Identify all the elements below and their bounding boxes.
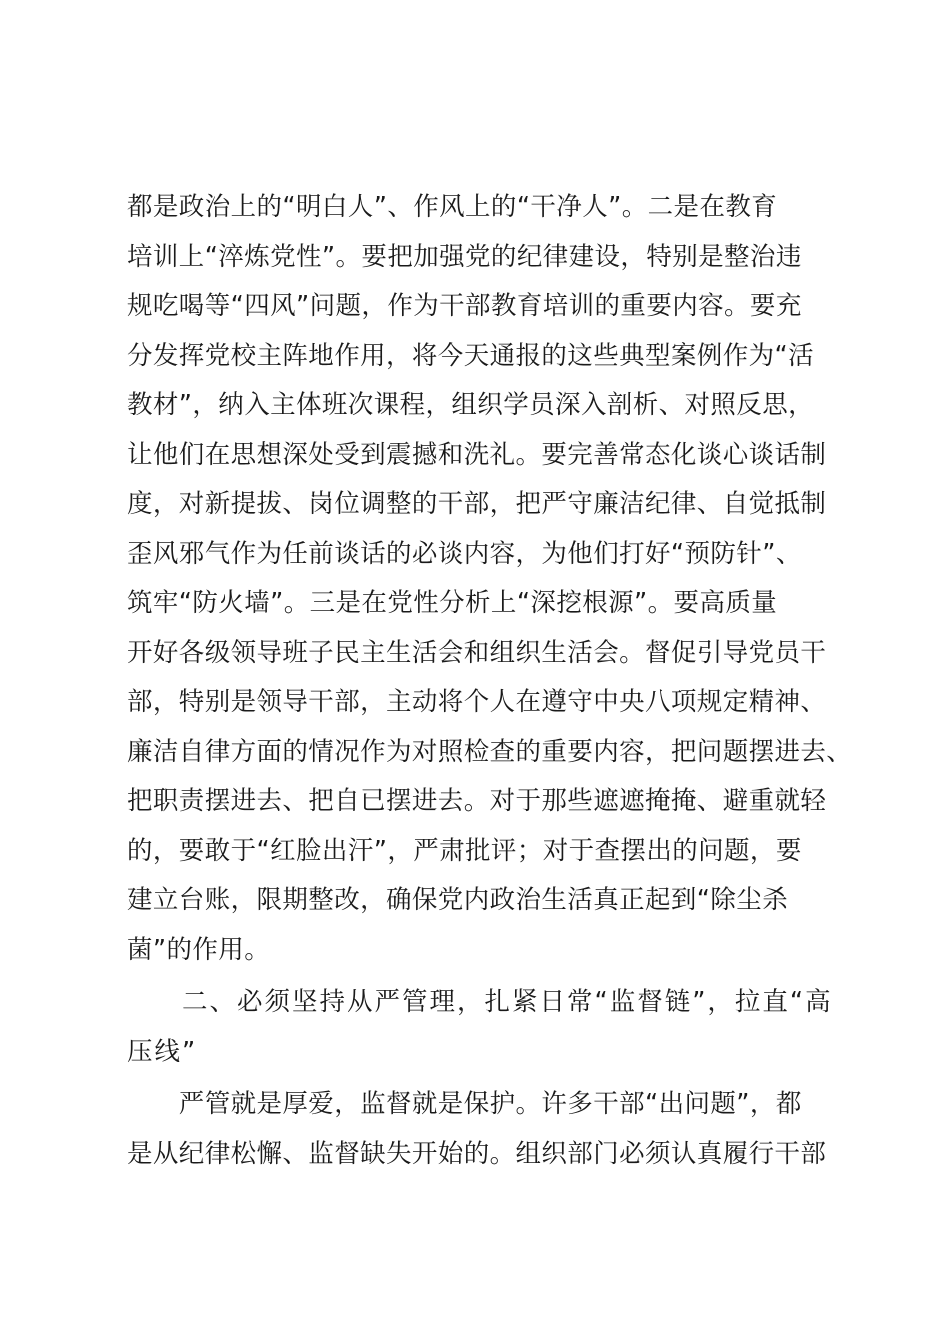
paragraph-line: 是从纪律松懈、监督缺失开始的。组织部门必须认真履行干部 [127,1138,827,1169]
body-line: 度，对新提拔、岗位调整的干部，把严守廉洁纪律、自觉抵制 [127,489,827,519]
paragraph-line: 严管就是厚爱，监督就是保护。许多干部“出问题”，都 [127,1089,802,1119]
body-line: 把职责摆进去、把自已摆进去。对于那些遮遮掩掩、避重就轻 [127,786,827,816]
body-line: 建立台账，限期整改，确保党内政治生活真正起到“除尘杀 [127,885,789,915]
section-heading: 二、必须坚持从严管理，扎紧日常“监督链”，拉直“高 [127,987,833,1017]
body-line: 廉洁自律方面的情况作为对照检查的重要内容，把问题摆进去、 [127,736,853,767]
body-line: 部，特别是领导干部，主动将个人在遵守中央八项规定精神、 [127,687,827,717]
body-line: 培训上“淬炼党性”。要把加强党的纪律建设，特别是整治违 [127,241,802,272]
section-heading-continued: 压线” [127,1036,198,1067]
document-body [127,183,853,1179]
body-line: 规吃喝等“四风”问题，作为干部教育培训的重要内容。要充 [127,291,802,321]
body-line: 筑牢“防火墙”。三是在党性分析上“深挖根源”。要高质量 [127,588,778,618]
body-line: 让他们在思想深处受到震撼和洗礼。要完善常态化谈心谈话制 [127,439,827,470]
body-line: 开好各级领导班子民主生活会和组织生活会。督促引导党员干 [127,637,827,668]
body-line: 菌”的作用。 [127,934,271,965]
body-line: 教材”，纳入主体班次课程，组织学员深入剖析、对照反思， [127,390,815,420]
body-line: 歪风邪气作为任前谈话的必谈内容，为他们打好“预防针”、 [127,538,802,569]
body-line: 的，要敢于“红脸出汗”，严肃批评；对于查摆出的问题，要 [127,835,802,866]
body-line: 都是政治上的“明白人”、作风上的“干净人”。二是在教育 [127,192,778,222]
body-line: 分发挥党校主阵地作用，将今天通报的这些典型案例作为“活 [127,340,815,371]
